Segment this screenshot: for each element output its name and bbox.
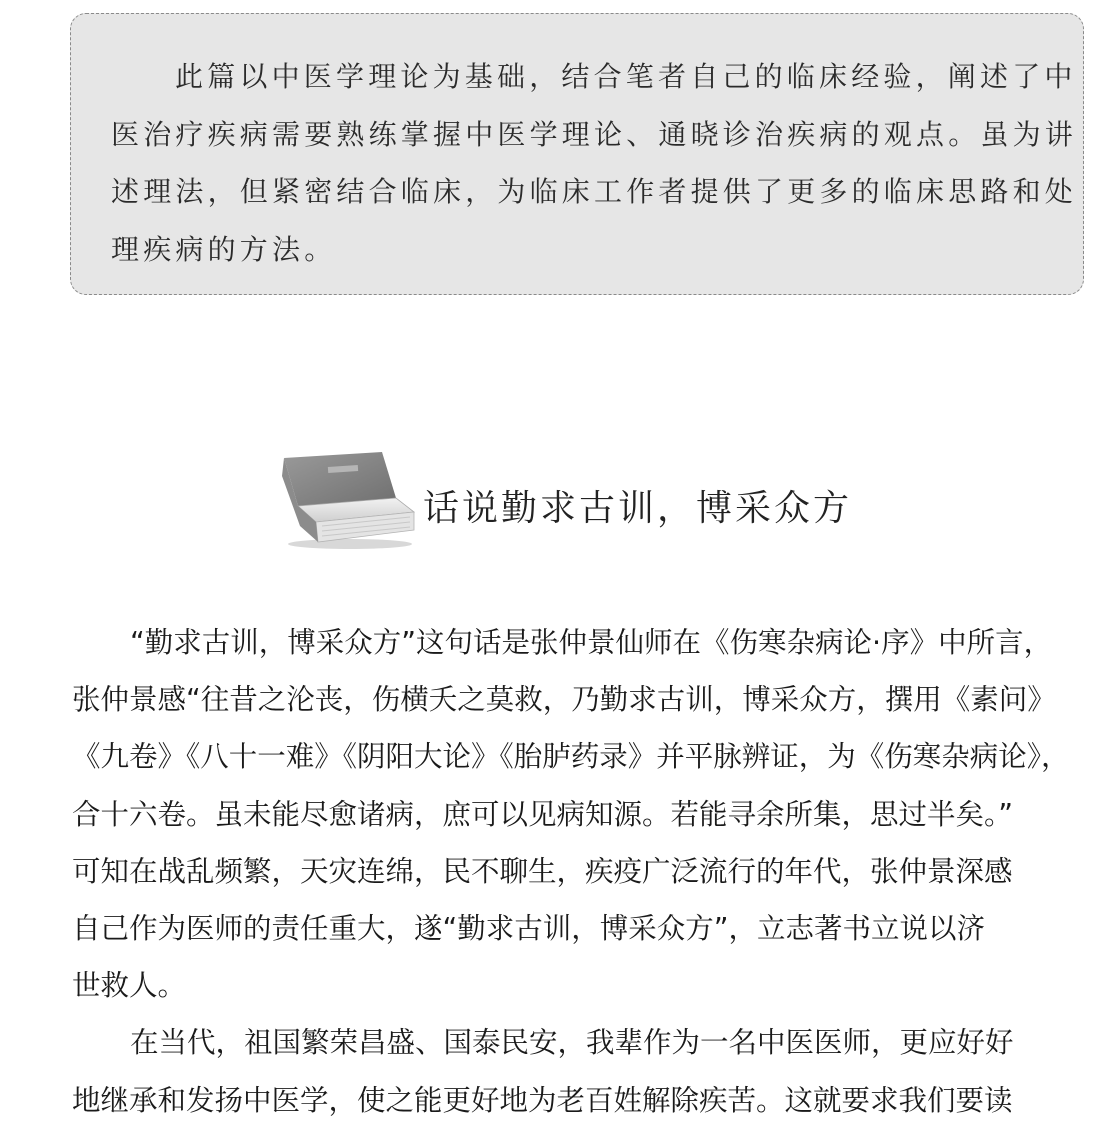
- body-line: 自己作为医师的责任重大，遂“勤求古训，博采众方”，立志著书立说以济: [72, 912, 986, 946]
- summary-line: 医治疗疾病需要熟练掌握中医学理论、通晓诊治疾病的观点。虽为讲: [111, 117, 1078, 151]
- body-line: 在当代，祖国繁荣昌盛、国泰民安，我辈作为一名中医医师，更应好好: [130, 1026, 1014, 1060]
- summary-box: [70, 13, 1084, 295]
- summary-line: 述理法，但紧密结合临床，为临床工作者提供了更多的临床思路和处: [111, 175, 1078, 208]
- body-line: 张仲景感“往昔之沦丧，伤横夭之莫救，乃勤求古训，博采众方，撰用《素问》: [72, 683, 1056, 717]
- section-title: 话说勤求古训，博采众方: [423, 488, 853, 529]
- body-line: 地继承和发扬中医学，使之能更好地为老百姓解除疾苦。这就要求我们要读: [72, 1083, 1013, 1117]
- body-text: [72, 614, 1088, 1129]
- body-line: 可知在战乱频繁，天灾连绵，民不聊生，疾疫广泛流行的年代，张仲景深感: [72, 854, 1013, 888]
- section-heading: [278, 452, 918, 552]
- summary-line: 理疾病的方法。: [111, 232, 337, 266]
- body-line: 世救人。: [72, 969, 187, 1003]
- book-icon: [278, 452, 418, 550]
- body-line: 合十六卷。虽未能尽愈诸病，庶可以见病知源。若能寻余所集，思过半矣。”: [72, 797, 1014, 831]
- body-line: 《九卷》《八十一难》《阴阳大论》《胎胪药录》并平脉辨证，为《伤寒杂病论》，: [72, 740, 1070, 774]
- summary-line: 此篇以中医学理论为基础，结合笔者自己的临床经验，阐述了中: [175, 60, 1077, 93]
- body-line: “勤求古训，博采众方”这句话是张仲景仙师在《伤寒杂病论·序》中所言，: [130, 626, 1053, 659]
